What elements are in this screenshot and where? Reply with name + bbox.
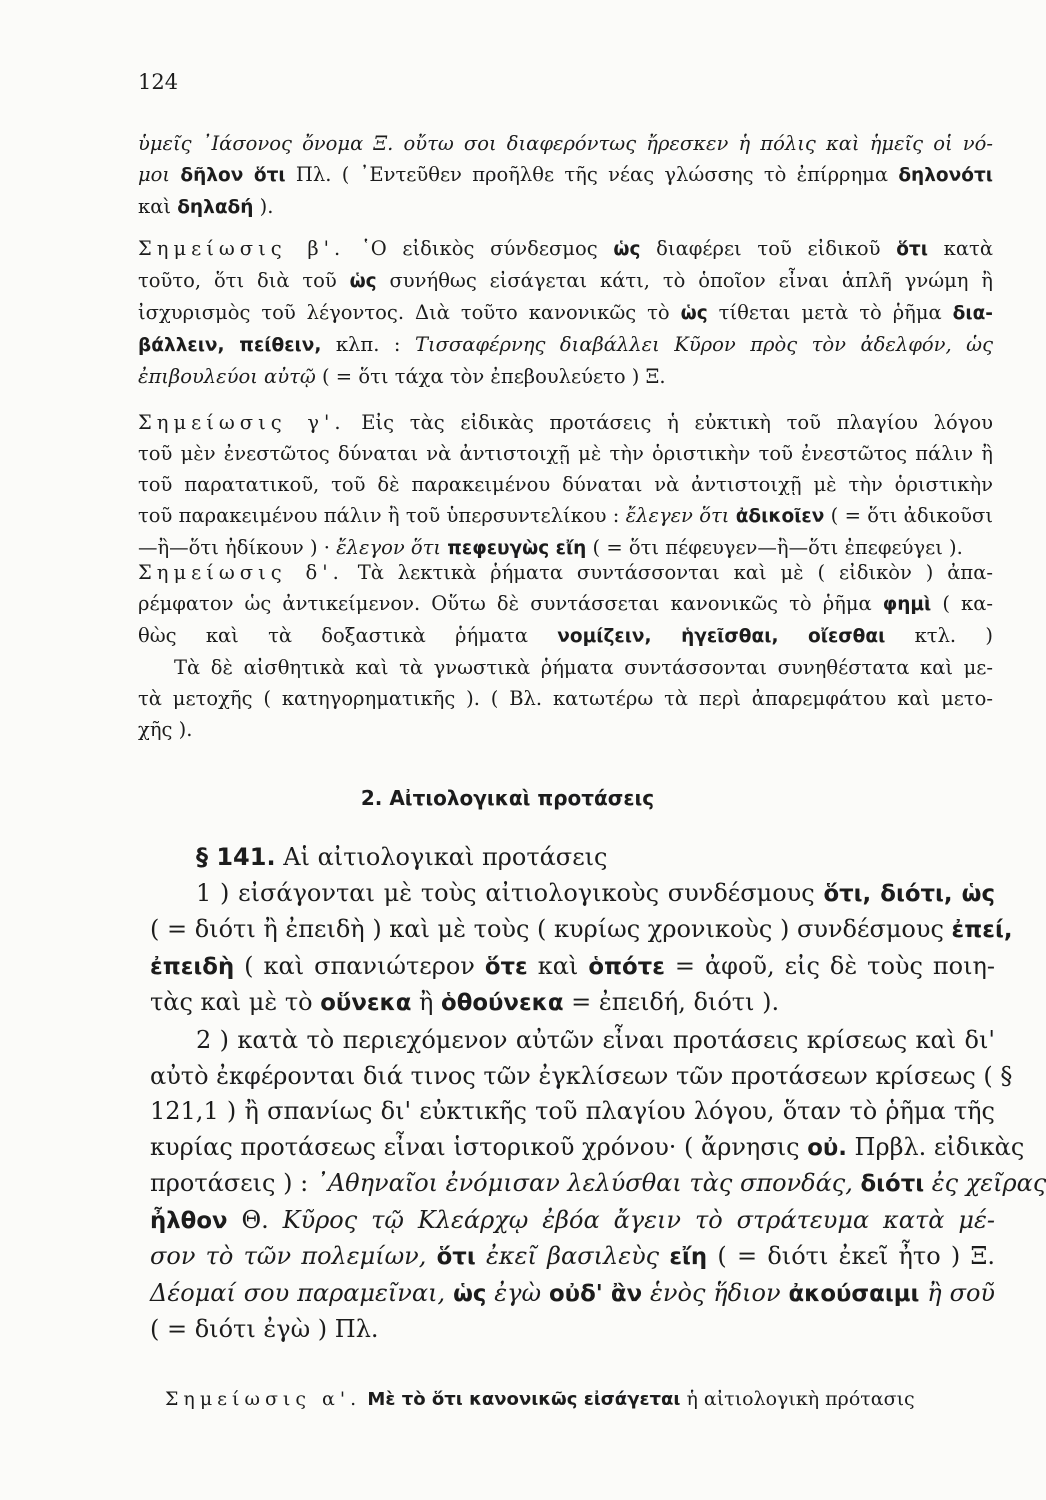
text-run: προτάσεις ) : bbox=[150, 1169, 316, 1197]
text-run: τοῦ μὲν ἐνεστῶτος δύναται νὰ ἀντιστοιχῇ μὲ τὴν ὁριστικὴν τοῦ ἐνεστῶτος πάλιν ἢ bbox=[138, 442, 993, 465]
bold-term: δηλονότι bbox=[898, 165, 994, 186]
text-run: καὶ bbox=[138, 195, 178, 218]
text-run: ρέμφατον ὡς ἀντικείμενον. Οὕτω δὲ συντάσσεται κανονικῶς τὸ ῥῆμα bbox=[138, 592, 883, 615]
italic-quote: ἢ σοῦ bbox=[919, 1278, 995, 1307]
text-line bbox=[138, 233, 993, 265]
text-run: χῆς ). bbox=[138, 718, 193, 741]
bold-term: ὅτι bbox=[431, 1389, 463, 1410]
text-line bbox=[150, 1130, 1025, 1167]
text-run: καὶ bbox=[527, 951, 589, 980]
text-line bbox=[138, 191, 993, 223]
text-run: Τὰ λεκτικὰ ῥήματα συντάσσονται καὶ μὲ ( εἰδικὸν ) ἀπα- bbox=[343, 561, 993, 584]
text-run: Εἰς τὰς εἰδικὰς προτάσεις ἡ εὐκτικὴ τοῦ πλαγίου λόγου bbox=[345, 411, 993, 434]
text-run: 121,1 ) ἢ σπανίως δι' εὐκτικῆς τοῦ πλαγίου λόγου, ὅταν τὸ ῥῆμα τῆς bbox=[150, 1097, 995, 1125]
bold-term: ὅτι bbox=[896, 239, 928, 260]
text-run: τοῦτο, ὅτι διὰ τοῦ bbox=[138, 269, 350, 292]
text-line bbox=[138, 683, 993, 714]
italic-quote: ὑμεῖς ᾽Ιάσονος ὄνομα Ξ. οὔτω σοι διαφερόντως ἤρεσκεν ἡ πόλις καὶ ἡμεῖς οἱ νό- bbox=[138, 132, 993, 155]
text-run: κλπ. : bbox=[321, 333, 415, 356]
italic-quote: ἑνὸς ἥδιον bbox=[642, 1278, 789, 1307]
text-run: ( = διότι ἐκεῖ ἦτο ) Ξ. bbox=[707, 1242, 996, 1270]
note-beta bbox=[138, 233, 993, 392]
note-label: Σημείωσις γ'. bbox=[138, 411, 346, 434]
text-line bbox=[138, 128, 993, 159]
bold-term: οὕνεκα bbox=[320, 990, 412, 1016]
bold-term: διότι bbox=[860, 1171, 925, 1197]
italic-quote: Δέομαί σου παραμεῖναι, bbox=[150, 1278, 454, 1307]
text-line bbox=[150, 876, 995, 913]
text-line bbox=[150, 1203, 995, 1240]
text-run: τὰς καὶ μὲ τὸ bbox=[150, 988, 321, 1016]
text-run: 1 ) εἰσάγονται μὲ τοὺς αἰτιολογικοὺς συνδέσμους bbox=[196, 878, 824, 907]
bold-term: δηλαδή bbox=[177, 197, 254, 218]
text-run: ( = διότι ἐγὼ ) Πλ. bbox=[150, 1315, 379, 1343]
bold-term: οὐ. bbox=[807, 1134, 847, 1161]
bold-term: ὅτι bbox=[436, 1244, 476, 1270]
text-run: ( = ὅτι τάχα τὸν ἐπεβουλεύετο ) Ξ. bbox=[315, 365, 666, 388]
bold-term: κανονικῶς εἰσάγεται bbox=[462, 1389, 681, 1410]
section-title-line bbox=[150, 840, 995, 876]
bold-term: ὡς bbox=[613, 239, 641, 260]
text-run: ( καὶ σπανιώτερον bbox=[234, 951, 485, 980]
section-title: Αἱ αἰτιολογικαὶ προτάσεις bbox=[275, 843, 608, 871]
text-line bbox=[138, 438, 993, 469]
bold-term: ἐπεί, bbox=[951, 917, 1013, 943]
paragraph-2 bbox=[150, 1023, 1046, 1348]
page-number: 124 bbox=[138, 70, 179, 94]
text-run: ἢ bbox=[411, 988, 442, 1016]
note-gamma bbox=[138, 407, 993, 564]
bold-term: ὡς bbox=[349, 271, 377, 292]
text-line bbox=[150, 912, 1013, 949]
text-run: ἰσχυρισμὸς τοῦ λέγοντος. Διὰ τοῦτο κανονικῶς τὸ bbox=[138, 301, 681, 324]
text-run: ῾Ο εἰδικὸς σύνδεσμος bbox=[345, 237, 614, 260]
bold-term: νομίζειν, ἡγεῖσθαι, οἴεσθαι bbox=[557, 626, 886, 647]
section-141 bbox=[150, 840, 1013, 1022]
bold-term: ἀδικοῖεν bbox=[735, 506, 825, 527]
bold-term: ὅτε bbox=[484, 953, 528, 980]
text-run: ( = ὅτι πέφευγεν—ἢ—ὅτι ἐπεφεύγει ). bbox=[586, 536, 963, 559]
text-run: αὐτὸ ἐκφέρονται διά τινος τῶν ἐγκλίσεων τῶν προτάσεων κρίσεως ( § bbox=[150, 1061, 1013, 1090]
text-run: ἡ αἰτιολογικὴ πρότασις bbox=[680, 1388, 915, 1410]
italic-quote: ἐς χεῖρας bbox=[924, 1169, 1046, 1197]
text-line bbox=[138, 297, 993, 329]
text-run: διαφέρει τοῦ εἰδικοῦ bbox=[640, 237, 897, 260]
text-run: τοῦ παρακειμένου πάλιν ἢ τοῦ ὑπερσυντελίκου : bbox=[138, 504, 626, 527]
text-line bbox=[150, 1059, 1013, 1095]
italic-quote: ᾽Αθηναῖοι ἐνόμισαν λελύσθαι τὰς σπονδάς, bbox=[315, 1169, 861, 1197]
text-run: ( = διότι ἢ ἐπειδὴ ) καὶ μὲ τοὺς ( κυρίως χρονικοὺς ) συνδέσμους bbox=[150, 915, 952, 943]
note-alpha bbox=[165, 1388, 995, 1410]
text-run: = ἀφοῦ, εἰς δὲ τοὺς ποιη- bbox=[664, 951, 996, 980]
italic-quote: Κῦρος τῷ Κλεάρχῳ ἐβόα ἄγειν τὸ στράτευμα κατὰ μέ- bbox=[282, 1205, 995, 1234]
bold-term: ἦλθον bbox=[150, 1207, 228, 1234]
italic-quote: ἔλεγεν ὅτι bbox=[625, 504, 736, 527]
bold-term: ὁπότε bbox=[588, 953, 665, 980]
text-run: Θ. bbox=[227, 1205, 283, 1234]
text-run: ( κα- bbox=[931, 592, 993, 615]
text-line bbox=[150, 1166, 1046, 1203]
text-run: 2 ) κατὰ τὸ περιεχόμενον αὐτῶν εἶναι προτάσεις κρίσεως καὶ δι' bbox=[196, 1026, 995, 1054]
text-line bbox=[138, 652, 993, 683]
italic-quote: μοι bbox=[138, 163, 181, 186]
text-line bbox=[138, 361, 993, 392]
italic-quote: ἐκεῖ βασιλεὺς bbox=[475, 1242, 670, 1270]
text-run: —ἢ—ὅτι ἠδίκουν ) · bbox=[138, 536, 337, 559]
text-run: τὰ μετοχῆς ( κατηγορηματικῆς ). ( Βλ. κατωτέρω τὰ περὶ ἀπαρεμφάτου καὶ μετο- bbox=[138, 687, 993, 710]
bold-term: ὡς bbox=[453, 1280, 487, 1307]
text-line bbox=[138, 588, 993, 620]
bold-term: Μὲ τὸ bbox=[361, 1389, 432, 1410]
note-label: Σημείωσις α'. bbox=[165, 1388, 362, 1410]
italic-quote: Τισσαφέρνης διαβάλλει Κῦρον πρὸς τὸν ἀδελφόν, ὡς bbox=[414, 333, 993, 356]
italic-quote: σον τὸ τῶν πολεμίων, bbox=[150, 1242, 437, 1270]
text-run: ). bbox=[253, 195, 274, 218]
italic-quote: ἔλεγον ὅτι bbox=[336, 536, 448, 559]
text-run: ( = ὅτι ἀδικοῦσι bbox=[824, 504, 993, 527]
text-run: κατὰ bbox=[927, 237, 993, 260]
text-line bbox=[150, 1276, 995, 1313]
text-run: θὼς καὶ τὰ δοξαστικὰ ῥήματα bbox=[138, 624, 558, 647]
text-run: τοῦ παρατατικοῦ, τοῦ δὲ παρακειμένου δύναται νὰ ἀντιστοιχῇ μὲ τὴν ὁριστικὴν bbox=[138, 473, 993, 496]
text-line bbox=[150, 985, 995, 1022]
text-line bbox=[138, 714, 993, 745]
bold-term: ὁθούνεκα bbox=[441, 990, 564, 1016]
text-line bbox=[150, 1239, 995, 1276]
text-line bbox=[150, 1094, 995, 1130]
note-delta bbox=[138, 557, 993, 745]
text-run: κυρίας προτάσεως εἶναι ἱστορικοῦ χρόνου· ( ἄρνησις bbox=[150, 1132, 808, 1161]
text-run: = ἐπειδή, διότι ). bbox=[563, 988, 780, 1016]
bold-term: εἴη bbox=[669, 1244, 708, 1270]
text-run: τίθεται μετὰ τὸ ῥῆμα bbox=[707, 301, 953, 324]
section-heading: 2. Αἰτιολογικαὶ προτάσεις bbox=[360, 786, 655, 810]
bold-term: φημὶ bbox=[882, 594, 932, 615]
text-line bbox=[138, 329, 993, 361]
note-label: Σημείωσις β'. bbox=[138, 237, 346, 260]
bold-term: ἀκούσαιμι bbox=[788, 1280, 920, 1307]
bold-term: δια- bbox=[952, 303, 993, 324]
text-line bbox=[138, 500, 993, 532]
bold-term: πεφευγὼς εἴη bbox=[447, 538, 587, 559]
text-line bbox=[138, 620, 993, 652]
text-line bbox=[138, 407, 993, 438]
text-line bbox=[150, 1023, 995, 1059]
bold-term: οὐδ' ἂν bbox=[549, 1280, 643, 1307]
note-label: Σημείωσις δ'. bbox=[138, 561, 344, 584]
bold-term: ὅτι, διότι, ὡς bbox=[823, 880, 995, 907]
text-run: κτλ. ) bbox=[885, 624, 993, 647]
text-line bbox=[150, 949, 995, 986]
section-number: § 141. bbox=[196, 843, 276, 871]
text-run: Πρβλ. εἰδικὰς bbox=[846, 1132, 1025, 1161]
text-run: Τὰ δὲ αἰσθητικὰ καὶ τὰ γνωστικὰ ῥήματα συντάσσονται συνηθέστατα καὶ με- bbox=[174, 656, 993, 679]
bold-term: ὡς bbox=[680, 303, 708, 324]
continuation-paragraph bbox=[138, 128, 993, 223]
bold-term: δῆλον ὅτι bbox=[180, 165, 286, 186]
text-line bbox=[138, 265, 993, 297]
italic-quote: ἐπιβουλεύοι αὐτῷ bbox=[138, 365, 316, 388]
text-run: Πλ. ( ᾽Εντεῦθεν προῆλθε τῆς νέας γλώσσης τὸ ἐπίρρημα bbox=[285, 163, 899, 186]
bold-term: βάλλειν, πείθειν, bbox=[138, 335, 322, 356]
text-run: συνήθως εἰσάγεται κάτι, τὸ ὁποῖον εἶναι ἁπλῆ γνώμη ἢ bbox=[376, 269, 993, 292]
text-line bbox=[138, 159, 993, 191]
italic-quote: ἐγὼ bbox=[486, 1278, 550, 1307]
text-line bbox=[138, 557, 993, 588]
text-line bbox=[138, 469, 993, 500]
text-line bbox=[150, 1312, 995, 1348]
bold-term: ἐπειδὴ bbox=[150, 953, 235, 980]
